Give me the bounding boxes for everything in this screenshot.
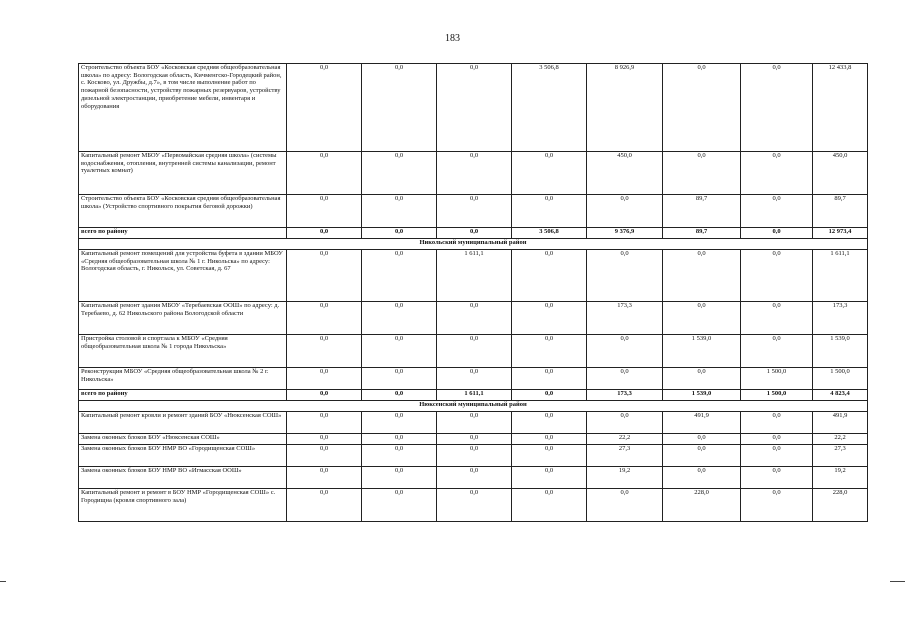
value-cell: 450,0 (587, 152, 663, 195)
value-cell: 0,0 (362, 489, 437, 522)
value-cell: 89,7 (663, 228, 741, 239)
value-cell: 491,9 (813, 412, 868, 434)
table-row (79, 250, 868, 302)
value-cell: 0,0 (741, 467, 813, 489)
district-total-row (79, 228, 868, 239)
value-cell: 0,0 (512, 335, 587, 368)
value-cell: 0,0 (663, 302, 741, 335)
left-edge-mark (0, 581, 6, 582)
value-cell: 4 823,4 (813, 390, 868, 401)
table-body (79, 64, 868, 522)
value-cell: 0,0 (437, 467, 512, 489)
value-cell: 0,0 (663, 64, 741, 152)
value-cell: 0,0 (663, 467, 741, 489)
table-row (79, 302, 868, 335)
value-cell: 491,9 (663, 412, 741, 434)
value-cell: 228,0 (663, 489, 741, 522)
district-name: Нюксенский муниципальный район (79, 401, 868, 412)
table-row (79, 64, 868, 152)
value-cell: 22,2 (587, 434, 663, 445)
table-row (79, 489, 868, 522)
table-row (79, 195, 868, 228)
value-cell: 12 433,8 (813, 64, 868, 152)
value-cell: 0,0 (437, 302, 512, 335)
value-cell: 0,0 (287, 368, 362, 390)
value-cell: 0,0 (437, 434, 512, 445)
value-cell: 0,0 (437, 195, 512, 228)
value-cell: 0,0 (437, 445, 512, 467)
object-name: Капитальный ремонт МБОУ «Первомайская средняя школа» (системы водоснабжения, отопления, внутренней системы канализации, ремонт туалетных комнат) (79, 152, 287, 195)
district-name: Никольский муниципальный район (79, 239, 868, 250)
district-header-row (79, 239, 868, 250)
value-cell: 228,0 (813, 489, 868, 522)
table-row (79, 368, 868, 390)
value-cell: 8 926,9 (587, 64, 663, 152)
table-row (79, 467, 868, 489)
value-cell: 89,7 (663, 195, 741, 228)
value-cell: 0,0 (287, 467, 362, 489)
value-cell: 0,0 (362, 412, 437, 434)
value-cell: 173,3 (813, 302, 868, 335)
value-cell: 0,0 (437, 368, 512, 390)
value-cell: 0,0 (587, 250, 663, 302)
budget-table (78, 63, 868, 522)
value-cell: 0,0 (512, 412, 587, 434)
value-cell: 3 506,8 (512, 64, 587, 152)
object-name: Реконструкция МБОУ «Средняя общеобразовательная школа № 2 г. Никольска» (79, 368, 287, 390)
value-cell: 1 500,0 (813, 368, 868, 390)
object-name: Строительство объекта БОУ «Косковская средняя общеобразовательная школа» по адресу: Вологодская область, Кичменгско-Городецкий район, с. Косково, ул. Дружбы, д.7», в том числе выполнение работ по пожарной безопасности, устройству пожарных резервуаров, устройству дизельной электростанции, приобретение мебели, инвентаря и оборудования (79, 64, 287, 152)
value-cell: 0,0 (512, 467, 587, 489)
value-cell: 0,0 (437, 335, 512, 368)
object-name: Замена оконных блоков БОУ НМР ВО «Городищенская СОШ» (79, 445, 287, 467)
value-cell: 0,0 (287, 302, 362, 335)
value-cell: 22,2 (813, 434, 868, 445)
table-row (79, 434, 868, 445)
value-cell: 1 500,0 (741, 390, 813, 401)
value-cell: 0,0 (362, 335, 437, 368)
value-cell: 1 539,0 (813, 335, 868, 368)
total-label: всего по району (79, 390, 287, 401)
value-cell: 0,0 (512, 368, 587, 390)
value-cell: 0,0 (512, 489, 587, 522)
value-cell: 0,0 (663, 250, 741, 302)
value-cell: 0,0 (437, 152, 512, 195)
value-cell: 0,0 (587, 195, 663, 228)
value-cell: 450,0 (813, 152, 868, 195)
value-cell: 0,0 (362, 302, 437, 335)
value-cell: 0,0 (362, 390, 437, 401)
value-cell: 1 539,0 (663, 390, 741, 401)
page-number: 183 (445, 33, 460, 44)
object-name: Капитальный ремонт помещений для устройства буфета в здании МБОУ «Средняя общеобразовательная школа № 1 г. Никольска» по адресу: Вологодская область, г. Никольск, ул. Советская, д. 67 (79, 250, 287, 302)
value-cell: 0,0 (287, 434, 362, 445)
value-cell: 0,0 (741, 335, 813, 368)
value-cell: 89,7 (813, 195, 868, 228)
value-cell: 0,0 (287, 152, 362, 195)
value-cell: 0,0 (287, 64, 362, 152)
value-cell: 9 376,9 (587, 228, 663, 239)
value-cell: 0,0 (741, 445, 813, 467)
value-cell: 0,0 (741, 250, 813, 302)
district-header-row (79, 401, 868, 412)
value-cell: 0,0 (741, 489, 813, 522)
value-cell: 0,0 (362, 445, 437, 467)
value-cell: 0,0 (663, 368, 741, 390)
value-cell: 0,0 (287, 489, 362, 522)
value-cell: 0,0 (287, 250, 362, 302)
value-cell: 0,0 (362, 152, 437, 195)
value-cell: 0,0 (362, 195, 437, 228)
value-cell: 0,0 (741, 302, 813, 335)
value-cell: 0,0 (437, 64, 512, 152)
value-cell: 0,0 (741, 412, 813, 434)
value-cell: 1 500,0 (741, 368, 813, 390)
object-name: Замена оконных блоков БОУ «Нюксенская СОШ» (79, 434, 287, 445)
object-name: Пристройка столовой и спортзала к МБОУ «Средняя общеобразовательная школа № 1 города Никольска» (79, 335, 287, 368)
table-row (79, 412, 868, 434)
value-cell: 0,0 (362, 434, 437, 445)
value-cell: 0,0 (362, 368, 437, 390)
value-cell: 0,0 (512, 434, 587, 445)
object-name: Капитальный ремонт и ремонт в БОУ НМР «Городищенская СОШ» с. Городищна (кровля спортивного зала) (79, 489, 287, 522)
table-row (79, 335, 868, 368)
value-cell: 0,0 (512, 390, 587, 401)
value-cell: 0,0 (512, 302, 587, 335)
object-name: Замена оконных блоков БОУ НМР ВО «Игмасская ООШ» (79, 467, 287, 489)
value-cell: 0,0 (741, 434, 813, 445)
value-cell: 0,0 (512, 445, 587, 467)
value-cell: 0,0 (287, 390, 362, 401)
value-cell: 0,0 (362, 64, 437, 152)
value-cell: 27,3 (813, 445, 868, 467)
value-cell: 0,0 (587, 489, 663, 522)
value-cell: 0,0 (512, 250, 587, 302)
value-cell: 0,0 (741, 64, 813, 152)
value-cell: 0,0 (663, 445, 741, 467)
value-cell: 1 539,0 (663, 335, 741, 368)
table-row (79, 152, 868, 195)
value-cell: 0,0 (587, 412, 663, 434)
value-cell: 173,3 (587, 302, 663, 335)
total-label: всего по району (79, 228, 287, 239)
value-cell: 0,0 (437, 228, 512, 239)
value-cell: 0,0 (287, 445, 362, 467)
value-cell: 0,0 (362, 250, 437, 302)
object-name: Капитальный ремонт кровли и ремонт зданий БОУ «Нюксенская СОШ» (79, 412, 287, 434)
value-cell: 0,0 (587, 335, 663, 368)
value-cell: 1 611,1 (813, 250, 868, 302)
value-cell: 0,0 (287, 195, 362, 228)
district-total-row (79, 390, 868, 401)
object-name: Строительство объекта БОУ «Косковская средняя общеобразовательная школа» (Устройство спортивного покрытия беговой дорожки) (79, 195, 287, 228)
value-cell: 19,2 (813, 467, 868, 489)
right-edge-mark (890, 581, 905, 582)
value-cell: 0,0 (287, 412, 362, 434)
value-cell: 19,2 (587, 467, 663, 489)
value-cell: 0,0 (287, 228, 362, 239)
value-cell: 0,0 (587, 368, 663, 390)
value-cell: 1 611,1 (437, 390, 512, 401)
object-name: Капитальный ремонт здания МБОУ «Теребаевская ООШ» по адресу: д. Теребаево, д. 62 Никольского района Вологодской области (79, 302, 287, 335)
value-cell: 0,0 (437, 412, 512, 434)
value-cell: 173,3 (587, 390, 663, 401)
value-cell: 0,0 (663, 152, 741, 195)
value-cell: 0,0 (287, 335, 362, 368)
value-cell: 0,0 (741, 228, 813, 239)
value-cell: 27,3 (587, 445, 663, 467)
value-cell: 0,0 (362, 228, 437, 239)
table-row (79, 445, 868, 467)
value-cell: 0,0 (437, 489, 512, 522)
value-cell: 1 611,1 (437, 250, 512, 302)
value-cell: 0,0 (663, 434, 741, 445)
value-cell: 0,0 (362, 467, 437, 489)
value-cell: 12 973,4 (813, 228, 868, 239)
value-cell: 0,0 (741, 152, 813, 195)
value-cell: 0,0 (512, 152, 587, 195)
value-cell: 0,0 (741, 195, 813, 228)
value-cell: 3 506,8 (512, 228, 587, 239)
value-cell: 0,0 (512, 195, 587, 228)
